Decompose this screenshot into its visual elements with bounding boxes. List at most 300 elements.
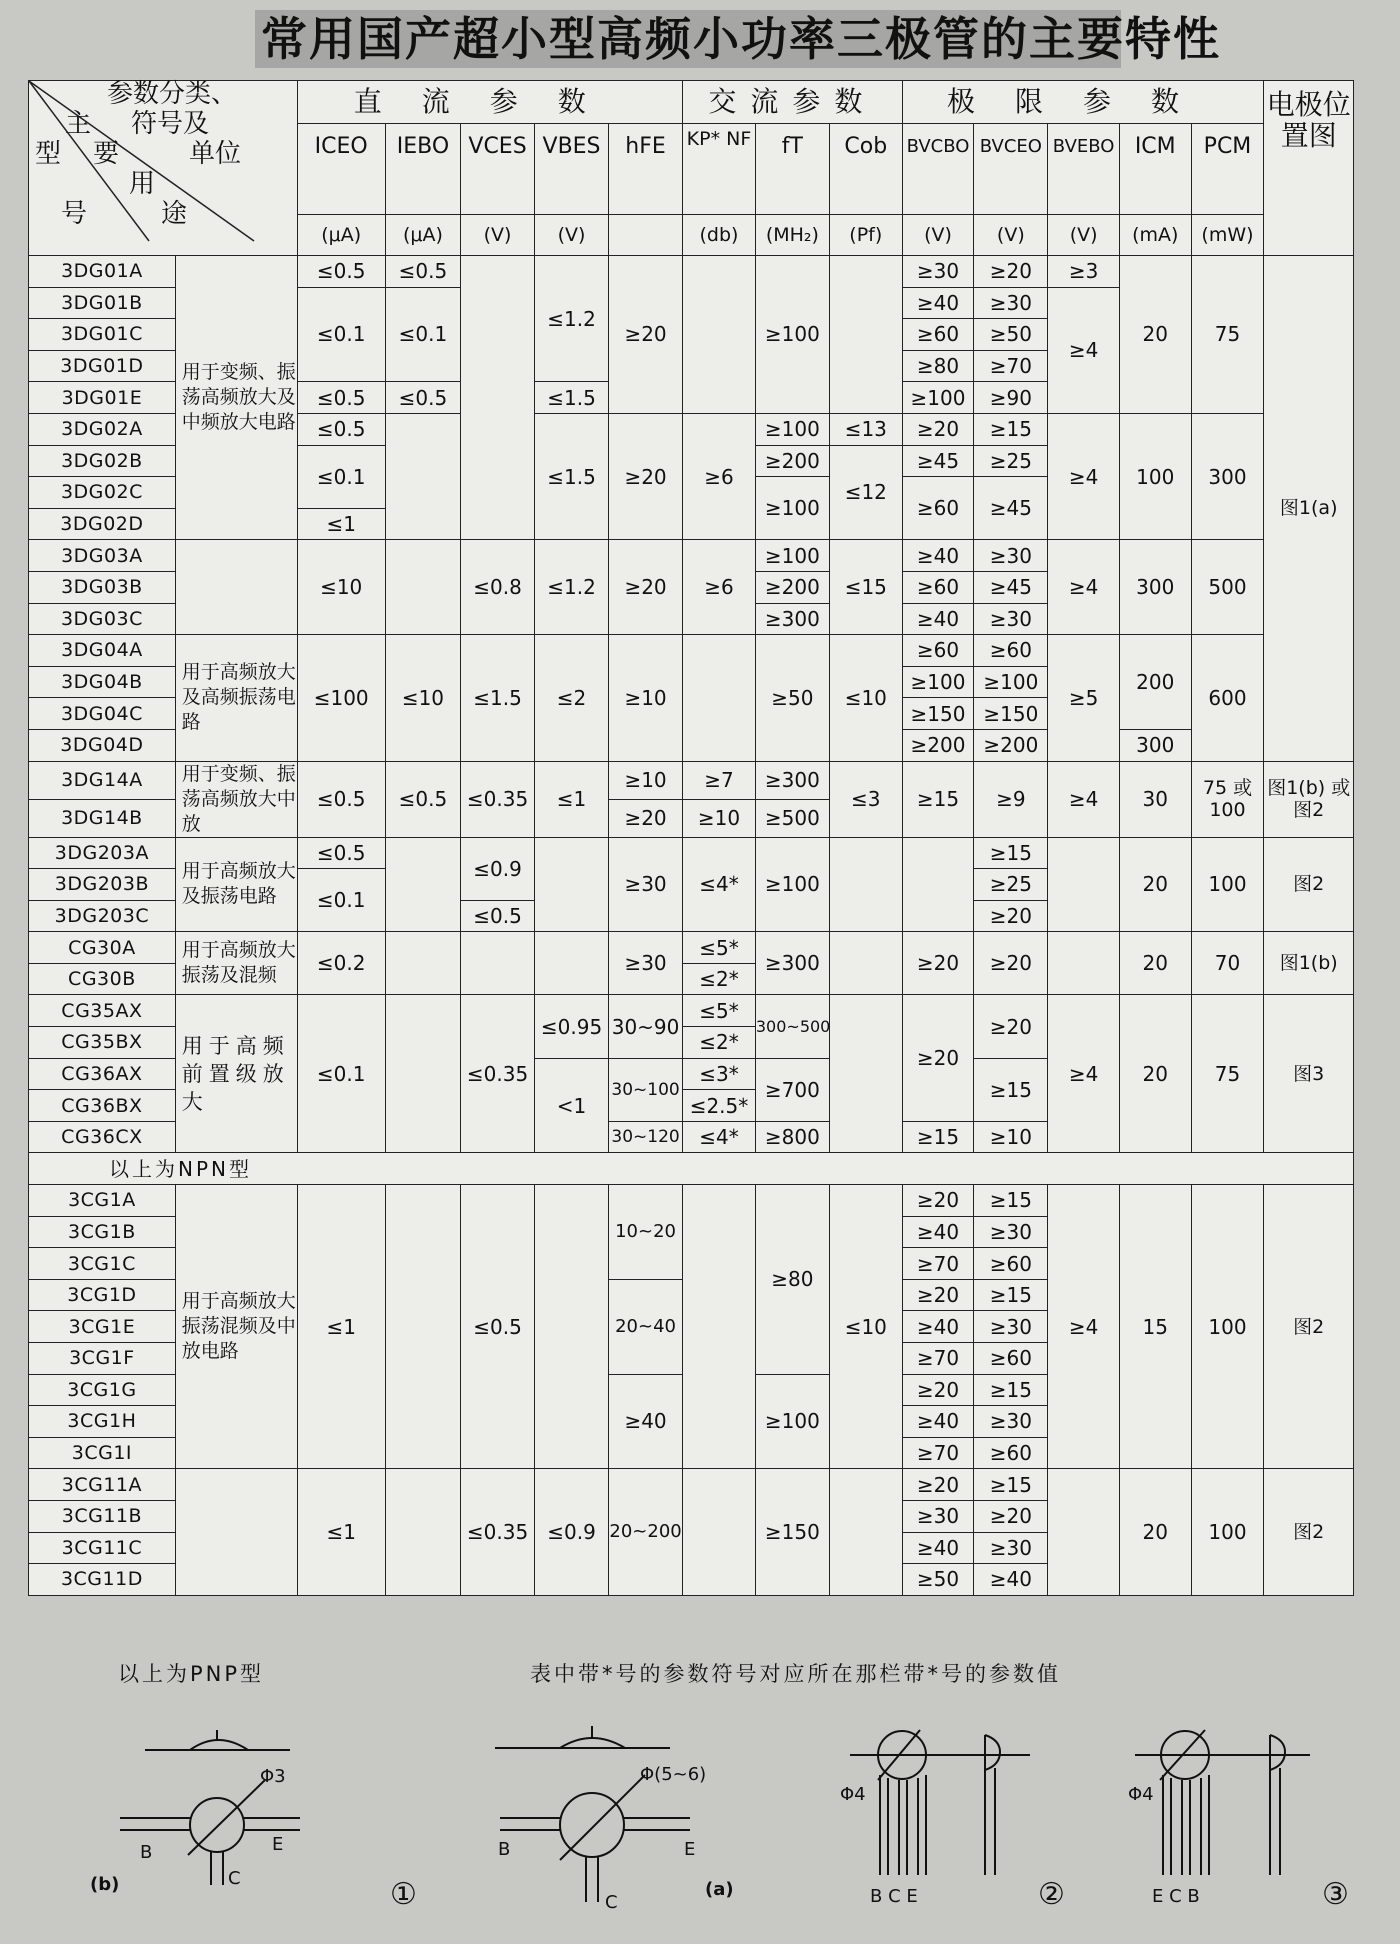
value-cell: ≥4 [1048, 995, 1120, 1153]
value-cell: ≥10 [974, 1121, 1048, 1153]
value-cell [461, 932, 535, 995]
value-cell: ≤0.9 [535, 1469, 609, 1595]
param-vbes: VBES [535, 124, 609, 215]
value-cell: ≥200 [755, 571, 829, 603]
param-iebo: IEBO [385, 124, 460, 215]
value-cell: ≤0.5 [461, 900, 535, 932]
value-cell: ≥9 [974, 761, 1048, 837]
model-cell: 3CG1D [29, 1279, 176, 1311]
use-cell: 用于高频放大振荡混频及中放电路 [175, 1185, 297, 1469]
value-cell: ≥10 [609, 635, 683, 761]
unit-bvebo: (V) [1048, 215, 1120, 256]
value-cell: 100 [1191, 1469, 1264, 1595]
page-title: 常用国产超小型高频小功率三极管的主要特性 [255, 10, 1121, 68]
value-cell: ≤0.5 [297, 413, 385, 445]
model-cell: 3CG11D [29, 1564, 176, 1596]
value-cell: ≥30 [609, 932, 683, 995]
value-cell: ≥30 [974, 603, 1048, 635]
value-cell [829, 837, 902, 932]
value-cell: ≥15 [902, 761, 974, 837]
value-cell: ≥20 [902, 1185, 974, 1217]
value-cell: 300 [1119, 729, 1191, 761]
value-cell: ≥60 [974, 1248, 1048, 1280]
model-cell: 3DG203B [29, 869, 176, 901]
value-cell: 75 [1191, 995, 1264, 1153]
corner-need: 要 [93, 139, 120, 169]
value-cell: ≥20 [609, 256, 683, 414]
value-cell: 20 [1119, 932, 1191, 995]
value-cell [683, 256, 756, 414]
value-cell: ≥700 [755, 1058, 829, 1121]
value-cell [385, 837, 460, 932]
value-cell: ≤0.35 [461, 761, 535, 837]
model-cell: 3CG1H [29, 1406, 176, 1438]
value-cell [535, 1185, 609, 1469]
value-cell [385, 995, 460, 1153]
value-cell: ≥100 [902, 666, 974, 698]
model-cell: 3DG01B [29, 287, 176, 319]
value-cell: ≤2* [683, 1027, 756, 1059]
value-cell [683, 635, 756, 761]
corner-symbol: 符号及 [131, 109, 210, 139]
corner-main: 主 [65, 109, 92, 139]
value-cell [683, 1185, 756, 1469]
value-cell: ≥40 [902, 1406, 974, 1438]
value-cell: ≥30 [974, 1532, 1048, 1564]
diagram-1-c-label: C [228, 1868, 241, 1889]
group-ac: 交流参数 [683, 81, 903, 124]
use-cell: 用于高频放大振荡及混频 [175, 932, 297, 995]
value-cell: ≥40 [974, 1564, 1048, 1596]
value-cell: ≥60 [974, 635, 1048, 667]
value-cell: ≥80 [755, 1185, 829, 1375]
value-cell: ≥90 [974, 382, 1048, 414]
value-cell: 300~500 [755, 995, 829, 1058]
value-cell: 75 [1191, 256, 1264, 414]
value-cell: ≥800 [755, 1121, 829, 1153]
value-cell: 300 [1119, 540, 1191, 635]
value-cell: ≤4* [683, 837, 756, 932]
value-cell: ≤2* [683, 963, 756, 995]
value-cell: ≥100 [755, 413, 829, 445]
model-cell: 3DG02A [29, 413, 176, 445]
value-cell: 20 [1119, 256, 1191, 414]
value-cell: ≤0.95 [535, 995, 609, 1058]
corner-unit: 单位 [189, 139, 242, 169]
model-cell: CG36AX [29, 1058, 176, 1090]
value-cell: ≥20 [902, 1279, 974, 1311]
param-pcm: PCM [1191, 124, 1264, 215]
value-cell: 20 [1119, 837, 1191, 932]
model-cell: 3CG1I [29, 1437, 176, 1469]
param-bvcbo: BVCBO [902, 124, 974, 215]
value-cell [829, 995, 902, 1153]
value-cell: 75 或 100 [1191, 761, 1264, 837]
value-cell [683, 1469, 756, 1595]
value-cell: ≤3 [829, 761, 902, 837]
value-cell: ≥100 [755, 477, 829, 540]
value-cell: 20~200 [609, 1469, 683, 1595]
value-cell: ≤100 [297, 635, 385, 761]
diagram-2-number: ② [1038, 1877, 1065, 1912]
value-cell: ≤0.5 [297, 761, 385, 837]
diagram-1-e-label: E [272, 1834, 284, 1855]
value-cell: ≥40 [902, 540, 974, 572]
diagram-2 [840, 1730, 1065, 1912]
value-cell: ≥40 [902, 1216, 974, 1248]
value-cell: ≥20 [902, 1374, 974, 1406]
use-cell: 用于变频、振荡高频放大中放 [175, 761, 297, 837]
unit-vces: (V) [461, 215, 535, 256]
value-cell: ≤0.1 [385, 287, 460, 382]
value-cell: ≥7 [683, 761, 756, 799]
value-cell: ≤0.5 [297, 837, 385, 869]
unit-kp: (db) [683, 215, 756, 256]
value-cell: ≤1.2 [535, 540, 609, 635]
value-cell: ≥40 [902, 1311, 974, 1343]
value-cell: ≥80 [902, 350, 974, 382]
param-cob: Cob [829, 124, 902, 215]
model-cell: 3DG02C [29, 477, 176, 509]
param-vces: VCES [461, 124, 535, 215]
spec-table [28, 80, 1354, 1596]
value-cell: 30~100 [609, 1058, 683, 1121]
unit-hfe [609, 215, 683, 256]
value-cell [535, 932, 609, 995]
value-cell: ≥15 [974, 413, 1048, 445]
diagram-1-dim: Φ3 [260, 1766, 286, 1787]
model-cell: CG35BX [29, 1027, 176, 1059]
diagram-3-pins: E C B [1152, 1886, 1200, 1907]
value-cell: ≤1 [535, 761, 609, 837]
value-cell: ≤5* [683, 932, 756, 964]
value-cell: ≤10 [297, 540, 385, 635]
value-cell: ≥4 [1048, 413, 1120, 539]
pnp-note: 以上为PNP型 [118, 1662, 265, 1686]
value-cell: ≥45 [902, 445, 974, 477]
value-cell: 20~40 [609, 1279, 683, 1374]
value-cell: ≥4 [1048, 1185, 1120, 1469]
value-cell: ≥40 [609, 1374, 683, 1469]
value-cell: ≥300 [755, 932, 829, 995]
figure-ref-cell: 图1(b) [1264, 932, 1354, 995]
diagram-a-dim: Φ(5~6) [640, 1764, 707, 1785]
value-cell: ≥100 [902, 382, 974, 414]
value-cell: ≥40 [902, 603, 974, 635]
param-iceo: ICEO [297, 124, 385, 215]
diagram-1-tag: (b) [90, 1874, 120, 1895]
unit-iceo: (μA) [297, 215, 385, 256]
value-cell: ≤12 [829, 445, 902, 540]
model-cell: CG35AX [29, 995, 176, 1027]
value-cell: ≥50 [974, 319, 1048, 351]
value-cell: ≥100 [755, 540, 829, 572]
value-cell: ≥70 [902, 1248, 974, 1280]
unit-icm: (mA) [1119, 215, 1191, 256]
value-cell: 10~20 [609, 1185, 683, 1280]
value-cell [1048, 1469, 1120, 1595]
model-cell: 3DG04D [29, 729, 176, 761]
value-cell: ≥20 [609, 799, 683, 837]
model-cell: 3CG1B [29, 1216, 176, 1248]
value-cell: ≥60 [902, 635, 974, 667]
diagram-1-number: ① [390, 1877, 417, 1912]
value-cell: ≥200 [974, 729, 1048, 761]
value-cell: ≥30 [902, 256, 974, 288]
corner-params: 参数分类、 [107, 79, 238, 109]
corner-model1: 型 [35, 139, 62, 169]
value-cell: 30~90 [609, 995, 683, 1058]
model-cell: 3CG1F [29, 1343, 176, 1375]
value-cell: ≥100 [755, 256, 829, 414]
value-cell [1048, 932, 1120, 995]
value-cell: ≥500 [755, 799, 829, 837]
value-cell: ≤13 [829, 413, 902, 445]
value-cell: 500 [1191, 540, 1264, 635]
value-cell: ≥40 [902, 287, 974, 319]
model-cell: 3CG11A [29, 1469, 176, 1501]
corner-use2: 途 [161, 199, 188, 229]
value-cell: 30 [1119, 761, 1191, 837]
value-cell: ≥60 [902, 477, 974, 540]
figure-ref-cell: 图3 [1264, 995, 1354, 1153]
param-bvceo: BVCEO [974, 124, 1048, 215]
value-cell: ≥20 [974, 932, 1048, 995]
value-cell: ≤0.1 [297, 995, 385, 1153]
value-cell: ≥70 [902, 1437, 974, 1469]
value-cell: ≥200 [902, 729, 974, 761]
value-cell: ≥300 [755, 603, 829, 635]
unit-iebo: (μA) [385, 215, 460, 256]
value-cell [1048, 837, 1120, 932]
value-cell: ≤0.5 [297, 256, 385, 288]
figure-ref-cell: 图2 [1264, 1185, 1354, 1469]
value-cell: ≤0.1 [297, 445, 385, 508]
diagram-a [495, 1726, 734, 1913]
value-cell: ≤1.5 [535, 413, 609, 539]
value-cell [902, 837, 974, 932]
value-cell [385, 413, 460, 539]
model-cell: CG36CX [29, 1121, 176, 1153]
model-cell: 3DG01C [29, 319, 176, 351]
param-icm: ICM [1119, 124, 1191, 215]
value-cell: ≥30 [974, 1406, 1048, 1438]
model-cell: 3DG02B [29, 445, 176, 477]
value-cell: ≥30 [609, 837, 683, 932]
model-cell: 3CG1G [29, 1374, 176, 1406]
value-cell: ≥20 [902, 932, 974, 995]
electrode-diagrams [0, 1690, 1400, 1940]
corner-model2: 号 [61, 199, 88, 229]
value-cell: ≥150 [974, 698, 1048, 730]
value-cell: ≥100 [755, 837, 829, 932]
value-cell: ≤4* [683, 1121, 756, 1153]
value-cell: ≥6 [683, 540, 756, 635]
model-cell: 3DG04B [29, 666, 176, 698]
value-cell [385, 540, 460, 635]
diagram-a-b-label: B [498, 1839, 511, 1860]
value-cell: ≤0.5 [385, 382, 460, 414]
value-cell: ≥100 [755, 1374, 829, 1469]
diagram-a-c-label: C [605, 1892, 618, 1913]
model-cell: 3DG04C [29, 698, 176, 730]
value-cell: ≤1 [297, 1185, 385, 1469]
model-cell: 3CG11B [29, 1500, 176, 1532]
model-cell: 3CG1E [29, 1311, 176, 1343]
value-cell: ≥60 [902, 571, 974, 603]
model-cell: 3CG1A [29, 1185, 176, 1217]
model-cell: 3DG04A [29, 635, 176, 667]
value-cell: ≥15 [902, 1121, 974, 1153]
value-cell: ≤5* [683, 995, 756, 1027]
value-cell: ≤0.9 [461, 837, 535, 900]
use-cell [175, 540, 297, 635]
diagram-3-dim: Φ4 [1128, 1784, 1154, 1805]
param-kp-nf: KP* NF [683, 124, 756, 215]
value-cell: ≥30 [902, 1500, 974, 1532]
model-cell: 3DG03C [29, 603, 176, 635]
value-cell: ≥5 [1048, 635, 1120, 761]
value-cell: ≥4 [1048, 761, 1120, 837]
value-cell: ≥30 [974, 1216, 1048, 1248]
param-bvebo: BVEBO [1048, 124, 1120, 215]
value-cell: ≥40 [902, 1532, 974, 1564]
use-cell: 用于高频前置级放大 [175, 995, 297, 1153]
value-cell [535, 837, 609, 932]
value-cell: ≤0.1 [297, 869, 385, 932]
value-cell: ≥4 [1048, 540, 1120, 635]
param-hfe: hFE [609, 124, 683, 215]
unit-bvcbo: (V) [902, 215, 974, 256]
value-cell: ≤0.2 [297, 932, 385, 995]
unit-cob: (Pf) [829, 215, 902, 256]
unit-ft: (MH₂) [755, 215, 829, 256]
value-cell: ≥20 [609, 540, 683, 635]
unit-vbes: (V) [535, 215, 609, 256]
diagram-3 [1128, 1730, 1349, 1912]
model-cell: 3DG01A [29, 256, 176, 288]
model-cell: 3DG14A [29, 761, 176, 799]
value-cell: ≥10 [609, 761, 683, 799]
value-cell: ≥4 [1048, 287, 1120, 413]
value-cell: ≥150 [755, 1469, 829, 1595]
corner-use1: 用 [129, 169, 156, 199]
header-corner [29, 81, 298, 256]
value-cell: ≥45 [974, 571, 1048, 603]
value-cell [461, 256, 535, 540]
diagram-3-number: ③ [1322, 1877, 1349, 1912]
model-cell: 3DG03A [29, 540, 176, 572]
value-cell: ≤1.2 [535, 256, 609, 382]
model-cell: 3DG02D [29, 508, 176, 540]
value-cell: ≥15 [974, 1058, 1048, 1121]
value-cell: ≥3 [1048, 256, 1120, 288]
value-cell: 15 [1119, 1185, 1191, 1469]
value-cell: ≥10 [683, 799, 756, 837]
value-cell: ≥60 [974, 1437, 1048, 1469]
value-cell: ≥70 [902, 1343, 974, 1375]
diagram-1-b-label: B [140, 1842, 153, 1863]
unit-pcm: (mW) [1191, 215, 1264, 256]
value-cell: ≤0.5 [297, 382, 385, 414]
value-cell: ≤0.5 [461, 1185, 535, 1469]
value-cell: ≥20 [974, 1500, 1048, 1532]
model-cell: CG30B [29, 963, 176, 995]
value-cell: ≥20 [609, 413, 683, 539]
value-cell: ≥15 [974, 1469, 1048, 1501]
group-electrode: 电极位置图 [1264, 81, 1354, 256]
value-cell [829, 256, 902, 414]
diagram-1-b [90, 1730, 417, 1912]
value-cell: ≤2.5* [683, 1090, 756, 1122]
value-cell: ≤0.1 [297, 287, 385, 382]
value-cell: ≤1.5 [461, 635, 535, 761]
value-cell: ≥25 [974, 869, 1048, 901]
value-cell: ≥60 [902, 319, 974, 351]
model-cell: 3DG01E [29, 382, 176, 414]
value-cell: ≥25 [974, 445, 1048, 477]
value-cell: ≥30 [974, 287, 1048, 319]
model-cell: 3CG11C [29, 1532, 176, 1564]
value-cell: 100 [1191, 1185, 1264, 1469]
value-cell: ≤0.5 [385, 256, 460, 288]
diagram-2-dim: Φ4 [840, 1784, 866, 1805]
value-cell: ≥20 [902, 995, 974, 1121]
value-cell: ≤1 [297, 508, 385, 540]
value-cell: ≤2 [535, 635, 609, 761]
diagram-2-pins: B C E [870, 1886, 918, 1907]
value-cell: 200 [1119, 635, 1191, 730]
value-cell: ≤0.8 [461, 540, 535, 635]
value-cell: ≤0.35 [461, 1469, 535, 1595]
value-cell: ≥15 [974, 1279, 1048, 1311]
value-cell: ≥15 [974, 1185, 1048, 1217]
value-cell: ≥20 [974, 995, 1048, 1058]
value-cell: ≥20 [974, 256, 1048, 288]
value-cell: ≥15 [974, 837, 1048, 869]
group-dc: 直流参数 [297, 81, 683, 124]
value-cell: ≥300 [755, 761, 829, 799]
figure-ref-cell: 图2 [1264, 1469, 1354, 1595]
model-cell: 3DG01D [29, 350, 176, 382]
figure-ref-cell: 图1(a) [1264, 256, 1354, 762]
value-cell [385, 1469, 460, 1595]
value-cell: ≥20 [974, 900, 1048, 932]
model-cell: 3CG1C [29, 1248, 176, 1280]
model-cell: CG36BX [29, 1090, 176, 1122]
value-cell: 20 [1119, 995, 1191, 1153]
value-cell: ≤3* [683, 1058, 756, 1090]
use-cell: 用于高频放大及高频振荡电路 [175, 635, 297, 761]
npn-separator: 以上为NPN型 [29, 1153, 1354, 1185]
value-cell: ≤10 [829, 635, 902, 761]
value-cell: ≥6 [683, 413, 756, 539]
diagram-a-e-label: E [684, 1839, 696, 1860]
value-cell: ≤1 [297, 1469, 385, 1595]
diagram-a-tag: (a) [705, 1879, 734, 1900]
value-cell: ≥20 [902, 1469, 974, 1501]
value-cell: ≤1.5 [535, 382, 609, 414]
value-cell: ≤15 [829, 540, 902, 635]
value-cell: 600 [1191, 635, 1264, 761]
value-cell [385, 1185, 460, 1469]
value-cell: ≥70 [974, 350, 1048, 382]
value-cell [829, 1469, 902, 1595]
figure-ref-cell: 图1(b) 或 图2 [1264, 761, 1354, 837]
use-cell: 用于高频放大及振荡电路 [175, 837, 297, 932]
value-cell [385, 932, 460, 995]
group-limit: 极限参数 [902, 81, 1264, 124]
